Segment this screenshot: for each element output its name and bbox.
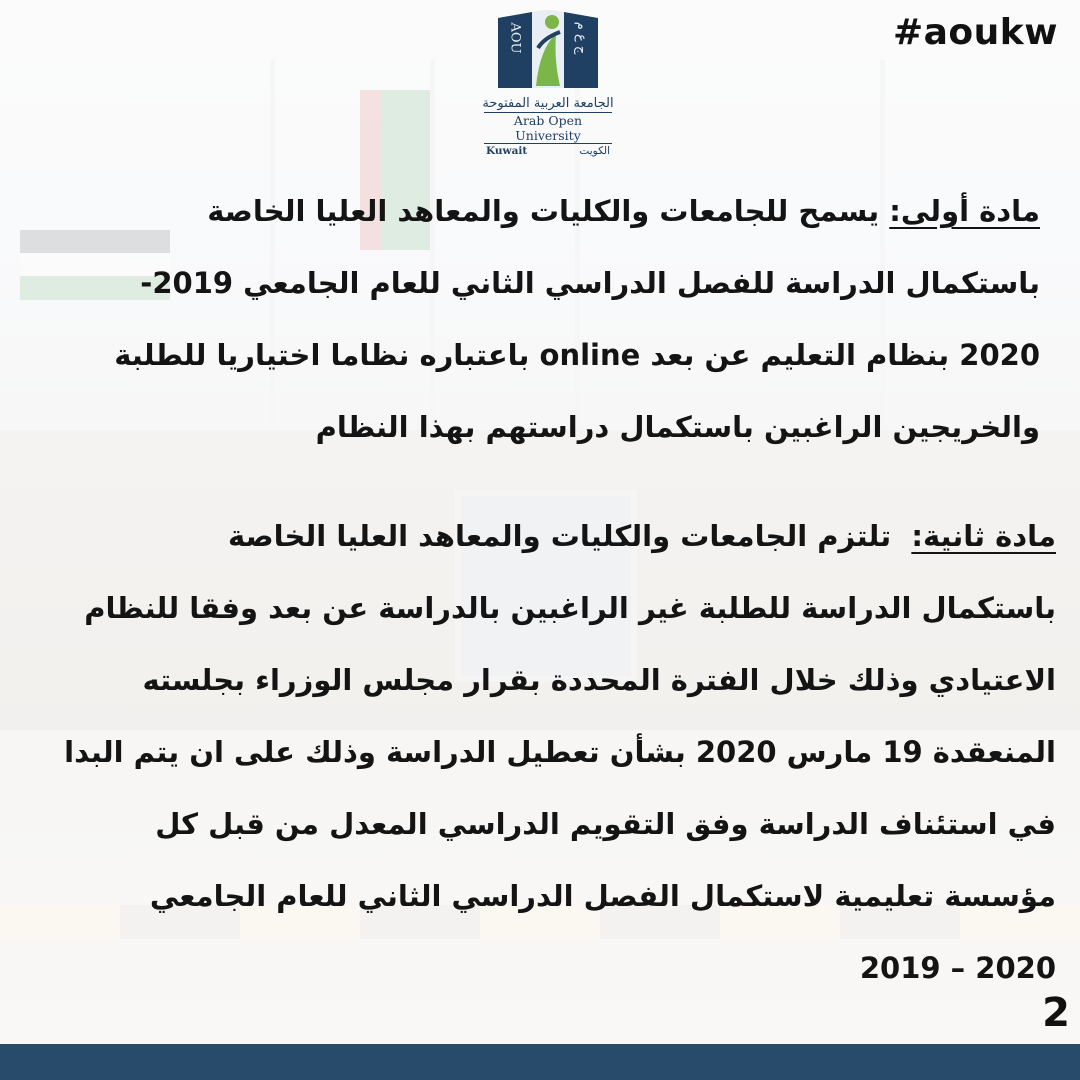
logo-branch-arabic: الكويت: [579, 145, 610, 157]
article-one: [30, 175, 1040, 463]
article-two-line: 2019 – 2020: [859, 951, 1056, 985]
article-two-line: باستكمال الدراسة للطلبة غير الراغبين بالدراسة عن بعد وفقا للنظام: [84, 591, 1056, 625]
footer-bar: [0, 1044, 1080, 1080]
article-two-heading: مادة ثانية:: [911, 519, 1056, 553]
page-number: 2: [1042, 990, 1070, 1036]
article-two-line: المنعقدة 19 مارس 2020 بشأن تعطيل الدراسة وذلك على ان يتم البدا: [64, 735, 1056, 769]
svg-text:ج ع م: ج ع م: [573, 21, 589, 55]
article-one-line: باستكمال الدراسة للفصل الدراسي الثاني للعام الجامعي 2019-: [140, 266, 1040, 300]
university-logo: [478, 8, 618, 157]
article-one-heading: مادة أولى:: [889, 194, 1040, 228]
svg-text:AOU: AOU: [507, 22, 523, 54]
hashtag: #aoukw: [892, 12, 1058, 53]
logo-name-arabic: الجامعة العربية المفتوحة: [482, 96, 614, 111]
article-one-line: مادة أولى: يسمح للجامعات والكليات والمعاهد العليا الخاصة: [207, 194, 1040, 228]
logo-name-english: Arab Open University: [484, 112, 612, 144]
logo-branch-english: Kuwait: [486, 145, 528, 157]
article-two-line: في استئناف الدراسة وفق التقويم الدراسي المعدل من قبل كل: [155, 807, 1056, 841]
article-two-line: مؤسسة تعليمية لاستكمال الفصل الدراسي الثاني للعام الجامعي: [149, 879, 1056, 913]
article-two-line: مادة ثانية: تلتزم الجامعات والكليات والمعاهد العليا الخاصة: [228, 519, 1056, 553]
article-one-line: 2020 بنظام التعليم عن بعد online باعتباره نظاما اختياريا للطلبة: [114, 338, 1040, 372]
article-one-line: والخريجين الراغبين باستكمال دراستهم بهذا النظام: [315, 410, 1040, 444]
article-two: [16, 500, 1056, 1004]
aou-emblem-icon: [494, 8, 602, 92]
article-two-line: الاعتيادي وذلك خلال الفترة المحددة بقرار مجلس الوزراء بجلسته: [142, 663, 1056, 697]
